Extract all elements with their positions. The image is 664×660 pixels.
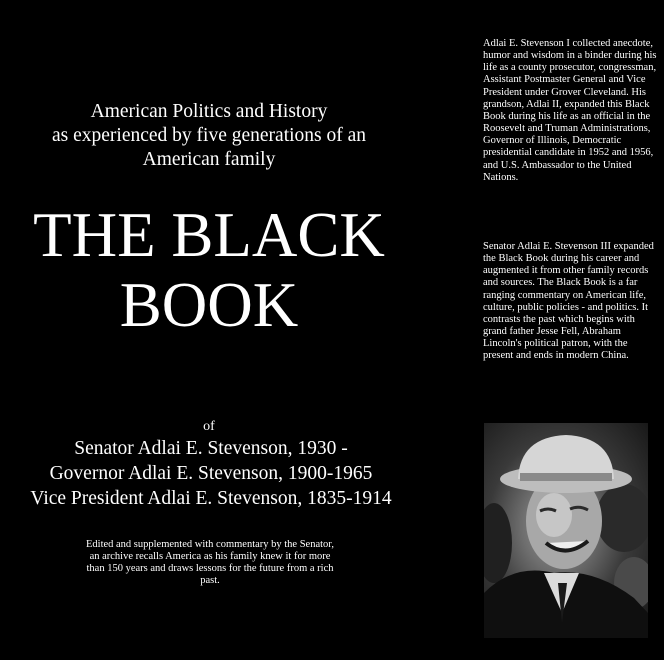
- of-label: of: [203, 419, 215, 434]
- author-name: Governor Adlai E. Stevenson, 1900-1965: [49, 463, 373, 484]
- title-line: BOOK: [119, 270, 299, 340]
- author-name: Vice President Adlai E. Stevenson, 1835-1914: [30, 488, 392, 509]
- bio-paragraph: Adlai E. Stevenson I collected anecdote, humor and wisdom in a binder during his life as a county prosecutor, congressman, Assistant Postmaster General and Vice President under Grover Cleveland. His grandson, Adlai II, expanded this Black Book during his life as an official in the Roosevelt and Truman Administrations, Governor of Illinois, Democratic presidential candidate in 1952 and 1956, and U.S. Ambassador to the United Nations.: [483, 38, 657, 183]
- subtitle-line: American family: [142, 149, 276, 170]
- subtitle: [0, 100, 418, 172]
- editorial-note: Edited and supplemented with commentary by the Senator, an archive recalls America as his family knew it for more than 150 years and draws lessons for the future from a rich past.: [85, 539, 335, 586]
- book-title: [0, 200, 418, 340]
- title-line: THE BLACK: [33, 200, 385, 270]
- back-cover: [450, 0, 664, 660]
- author-name: Senator Adlai E. Stevenson, 1930 -: [74, 438, 348, 459]
- author-names: [0, 436, 422, 511]
- portrait-illustration: [484, 423, 648, 638]
- subtitle-line: American Politics and History: [90, 101, 328, 122]
- subtitle-line: as experienced by five generations of an: [51, 125, 367, 146]
- portrait-photo: [484, 423, 648, 638]
- bio-paragraph: Senator Adlai E. Stevenson III expanded the Black Book during his career and augmented it from other family records and sources. The Black Book is a far ranging commentary on American life, culture, public policies - and politics. It contrasts the past which begins with grand father Jesse Fell, Abraham Lincoln's political patron, with the present and ends in modern China.: [483, 241, 654, 362]
